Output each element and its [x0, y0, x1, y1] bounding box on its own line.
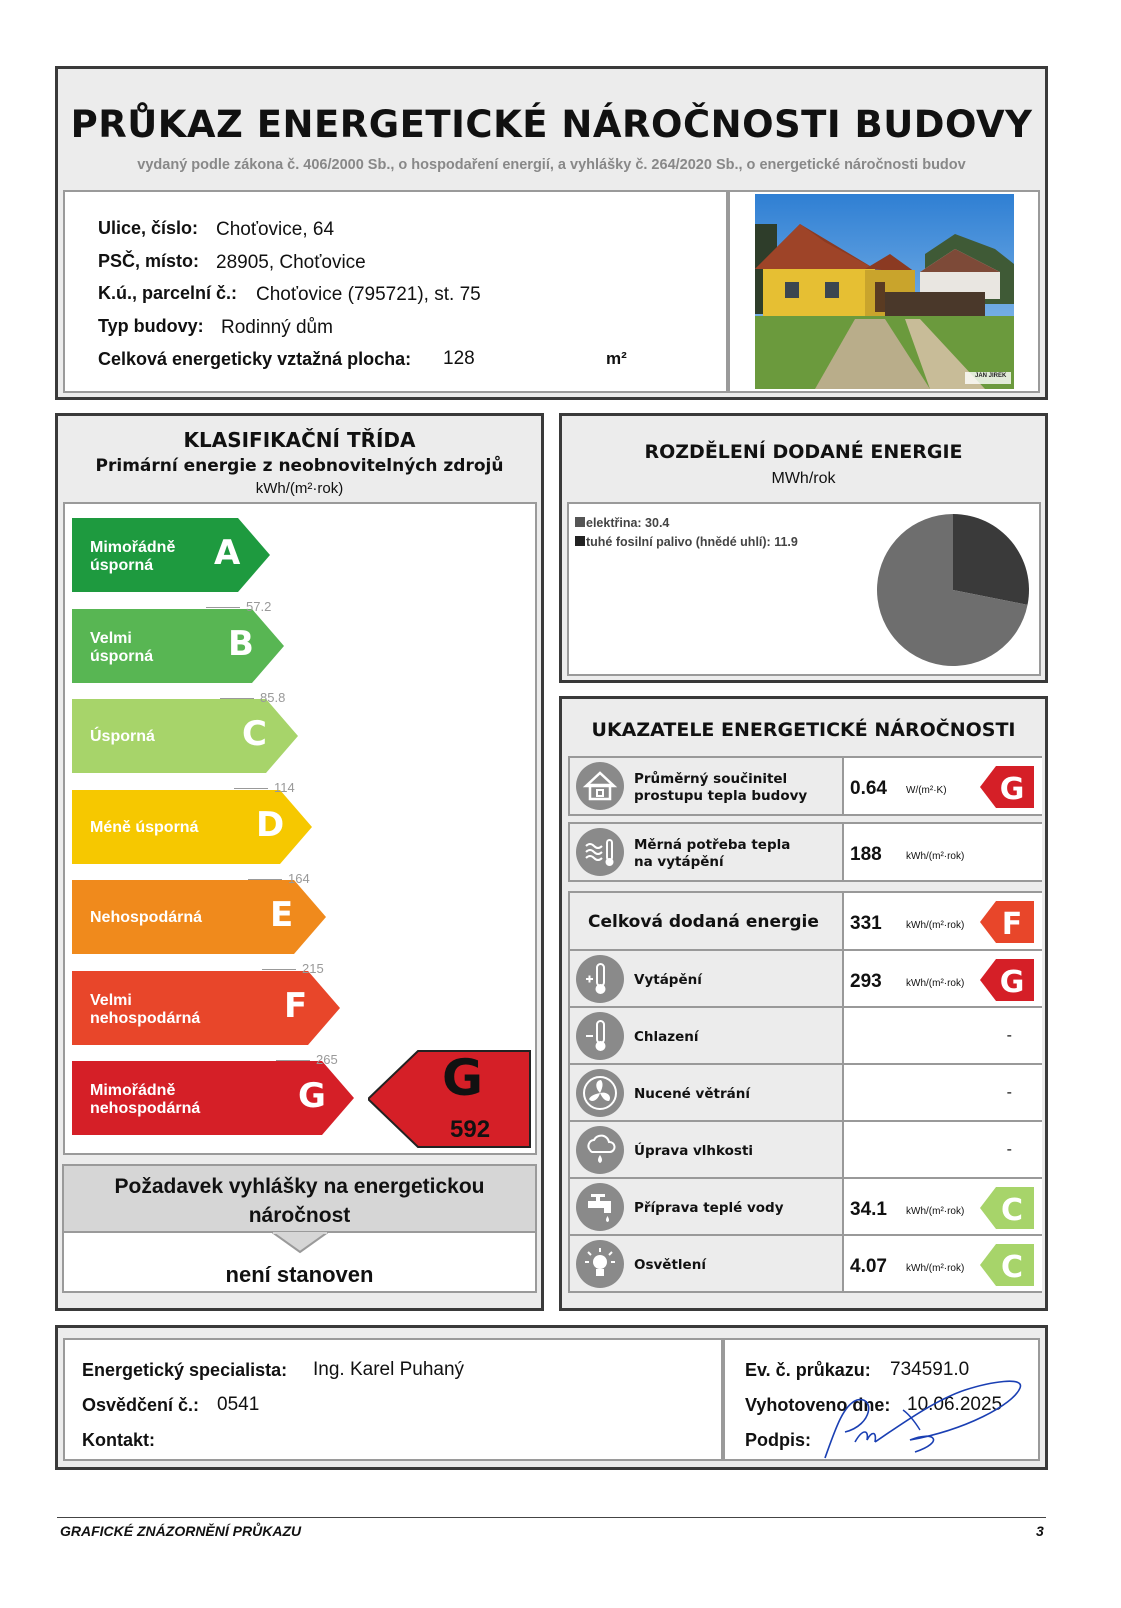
indicator-name: Nucené větrání	[634, 1086, 750, 1102]
class-name: Velmi úsporná	[90, 630, 154, 665]
threshold-arrow	[262, 969, 296, 970]
indicator-value-cell	[842, 1065, 1042, 1120]
svg-text:G: G	[999, 965, 1025, 1000]
threshold-arrow	[220, 698, 254, 699]
class-letter: F	[284, 986, 308, 1026]
class-badge-g	[980, 766, 1034, 808]
indicator-unit: W/(m²·K)	[906, 785, 947, 796]
indicator-row-total-energy	[568, 891, 1042, 951]
indicator-unit: kWh/(m²·rok)	[906, 851, 965, 862]
indicator-row-ventilation	[568, 1063, 1042, 1122]
ev-value: 734591.0	[890, 1359, 970, 1380]
indicator-unit: kWh/(m²·rok)	[906, 1263, 965, 1274]
signature-label: Podpis:	[745, 1430, 811, 1450]
indicator-value-cell	[842, 893, 1042, 949]
distribution-panel	[559, 413, 1048, 683]
class-threshold: 164	[248, 871, 310, 886]
svg-text:G: G	[999, 772, 1025, 807]
class-arrow-c	[72, 699, 298, 773]
street-label: Ulice, číslo:	[98, 218, 199, 238]
indicator-value-cell	[842, 951, 1042, 1006]
class-arrow-e	[72, 880, 326, 954]
indicator-value: 34.1	[850, 1199, 887, 1220]
requirement-box	[62, 1164, 537, 1293]
legend-label: elektřina: 30.4	[586, 516, 670, 530]
indicator-unit: kWh/(m²·rok)	[906, 978, 965, 989]
page-title: PRŮKAZ ENERGETICKÉ NÁROČNOSTI BUDOVY	[70, 103, 1033, 146]
class-arrow-f	[72, 971, 340, 1045]
area-unit: m²	[606, 349, 627, 368]
pie-slice-coal	[953, 514, 1029, 605]
legend-item-coal	[575, 535, 798, 549]
class-threshold: 215	[262, 961, 324, 976]
photo-credit: JAN JIREK	[975, 373, 1007, 379]
page-number: 3	[1036, 1523, 1044, 1539]
class-name: Úsporná	[90, 728, 155, 745]
house-icon	[576, 762, 624, 810]
indicator-row-heat-demand	[568, 822, 1042, 882]
class-name: Velmi nehospodárná	[90, 992, 201, 1027]
header-panel	[55, 66, 1048, 400]
footer-rule	[57, 1517, 1046, 1518]
requirement-pointer	[272, 1232, 328, 1254]
class-arrow-g	[72, 1061, 354, 1135]
class-name: Mimořádně nehospodárná	[90, 1082, 201, 1117]
indicator-row-lighting	[568, 1234, 1042, 1293]
indicator-value-cell	[842, 1236, 1042, 1291]
requirement-title-line1: Požadavek vyhlášky na energetickou	[114, 1175, 485, 1198]
distribution-title: ROZDĚLENÍ DODANÉ ENERGIE	[644, 441, 963, 463]
indicator-name: Chlazení	[634, 1029, 699, 1045]
indicator-value: 0.64	[850, 778, 887, 799]
result-letter: G	[442, 1049, 484, 1107]
indicator-row-cooling	[568, 1006, 1042, 1065]
indicator-name: Měrná potřeba tepla na vytápění	[634, 837, 791, 870]
threshold-arrow	[206, 607, 240, 608]
class-letter: C	[242, 714, 267, 754]
legend-swatch	[575, 536, 585, 546]
indicator-value: -	[1006, 1027, 1012, 1044]
pie-chart	[875, 512, 1031, 668]
legend-swatch	[575, 517, 585, 527]
indicator-value-cell	[842, 824, 1042, 880]
psc-label: PSČ, místo:	[98, 251, 200, 271]
class-badge-c	[980, 1244, 1034, 1286]
distribution-unit: MWh/rok	[771, 470, 836, 487]
indicator-value: 188	[850, 844, 882, 865]
cooling-thermometer-icon	[576, 1012, 624, 1060]
page-subtitle: vydaný podle zákona č. 406/2000 Sb., o hospodaření energií, a vyhlášky č. 264/2020 Sb., o energetické náročnosti budov	[137, 157, 966, 173]
cert-value: 0541	[217, 1394, 260, 1415]
handwritten-signature	[815, 1370, 1030, 1465]
svg-text:C: C	[1000, 1250, 1024, 1285]
distribution-chart-box	[567, 502, 1041, 676]
indicator-value-cell	[842, 758, 1042, 814]
ku-label: K.ú., parcelní č.:	[98, 283, 238, 303]
date-label: Vyhotoveno dne:	[745, 1395, 891, 1415]
building-info-box	[63, 190, 728, 393]
water-tap-icon	[576, 1183, 624, 1231]
class-letter: G	[298, 1076, 326, 1116]
indicator-unit: kWh/(m²·rok)	[906, 1206, 965, 1217]
indicator-value: 293	[850, 971, 882, 992]
fan-icon	[576, 1069, 624, 1117]
result-marker	[368, 1050, 531, 1148]
indicator-name: Průměrný součinitel prostupu tepla budovy	[634, 771, 808, 804]
class-badge-c	[980, 1187, 1034, 1229]
class-threshold: 114	[234, 780, 295, 795]
indicator-value-cell	[842, 1179, 1042, 1234]
heat-waves-icon	[576, 828, 624, 876]
specialist-value: Ing. Karel Puhaný	[313, 1359, 465, 1380]
class-badge-g	[980, 959, 1034, 1001]
classification-title: KLASIFIKAČNÍ TŘÍDA	[183, 428, 416, 452]
specialist-label: Energetický specialista:	[82, 1360, 288, 1380]
class-badge-f	[980, 901, 1034, 943]
footer-section-title: GRAFICKÉ ZNÁZORNĚNÍ PRŮKAZU	[60, 1523, 302, 1539]
indicator-name: Příprava teplé vody	[634, 1200, 784, 1216]
indicator-value: 4.07	[850, 1256, 887, 1277]
class-arrow-a	[72, 518, 270, 592]
indicator-value: -	[1006, 1141, 1012, 1158]
indicator-row-hot-water	[568, 1177, 1042, 1236]
class-arrow-b	[72, 609, 284, 683]
svg-text:C: C	[1000, 1193, 1024, 1228]
indicator-value: 331	[850, 913, 882, 934]
specialist-box	[63, 1338, 723, 1461]
area-label: Celková energeticky vztažná plocha:	[98, 349, 412, 369]
building-photo	[755, 194, 1014, 389]
indicator-row-heating	[568, 949, 1042, 1008]
class-name: Mimořádně úsporná	[90, 539, 176, 574]
humidity-cloud-icon	[576, 1126, 624, 1174]
type-label: Typ budovy:	[98, 316, 204, 336]
classification-subtitle: Primární energie z neobnovitelných zdrojů	[95, 456, 504, 476]
requirement-title-line2: náročnost	[248, 1204, 351, 1227]
class-threshold: 57.2	[206, 599, 271, 614]
classification-unit: kWh/(m²·rok)	[255, 480, 344, 497]
building-photo-box	[728, 190, 1040, 393]
class-name: Nehospodárná	[90, 909, 203, 926]
threshold-arrow	[248, 879, 282, 880]
area-value: 128	[443, 348, 475, 369]
class-arrow-d	[72, 790, 312, 864]
legend-item-electricity	[575, 516, 669, 530]
indicator-name: Osvětlení	[634, 1257, 706, 1273]
class-name: Méně úsporná	[90, 819, 199, 836]
class-threshold: 265	[276, 1052, 338, 1067]
type-value: Rodinný dům	[221, 317, 333, 338]
class-letter: E	[270, 895, 294, 935]
indicator-unit: kWh/(m²·rok)	[906, 920, 965, 931]
requirement-value: není stanoven	[225, 1262, 374, 1287]
class-threshold: 85.8	[220, 690, 285, 705]
class-letter: A	[214, 533, 241, 573]
result-value: 592	[450, 1116, 491, 1143]
indicators-title: UKAZATELE ENERGETICKÉ NÁROČNOSTI	[591, 719, 1016, 741]
threshold-arrow	[234, 788, 268, 789]
threshold-arrow	[276, 1060, 310, 1061]
indicator-name: Celková dodaná energie	[588, 912, 819, 932]
ku-value: Choťovice (795721), st. 75	[256, 284, 481, 305]
class-letter: B	[228, 624, 254, 664]
indicator-row-humidity	[568, 1120, 1042, 1179]
indicator-value: -	[1006, 1084, 1012, 1101]
psc-value: 28905, Choťovice	[216, 252, 366, 273]
date-value: 10.06.2025	[907, 1394, 1003, 1415]
light-bulb-icon	[576, 1240, 624, 1288]
class-letter: D	[256, 805, 285, 845]
indicator-name: Vytápění	[634, 972, 702, 988]
indicator-value-cell	[842, 1122, 1042, 1177]
contact-label: Kontakt:	[82, 1430, 155, 1450]
indicator-value-cell	[842, 1008, 1042, 1063]
cert-label: Osvědčení č.:	[82, 1395, 200, 1415]
legend-label: tuhé fosilní palivo (hnědé uhlí): 11.9	[586, 535, 798, 549]
indicator-row-heat-transfer	[568, 756, 1042, 816]
svg-text:F: F	[1001, 907, 1023, 942]
heating-thermometer-icon	[576, 955, 624, 1003]
ev-label: Ev. č. průkazu:	[745, 1360, 871, 1380]
street-value: Choťovice, 64	[216, 219, 335, 240]
indicator-name: Úprava vlhkosti	[634, 1143, 754, 1159]
